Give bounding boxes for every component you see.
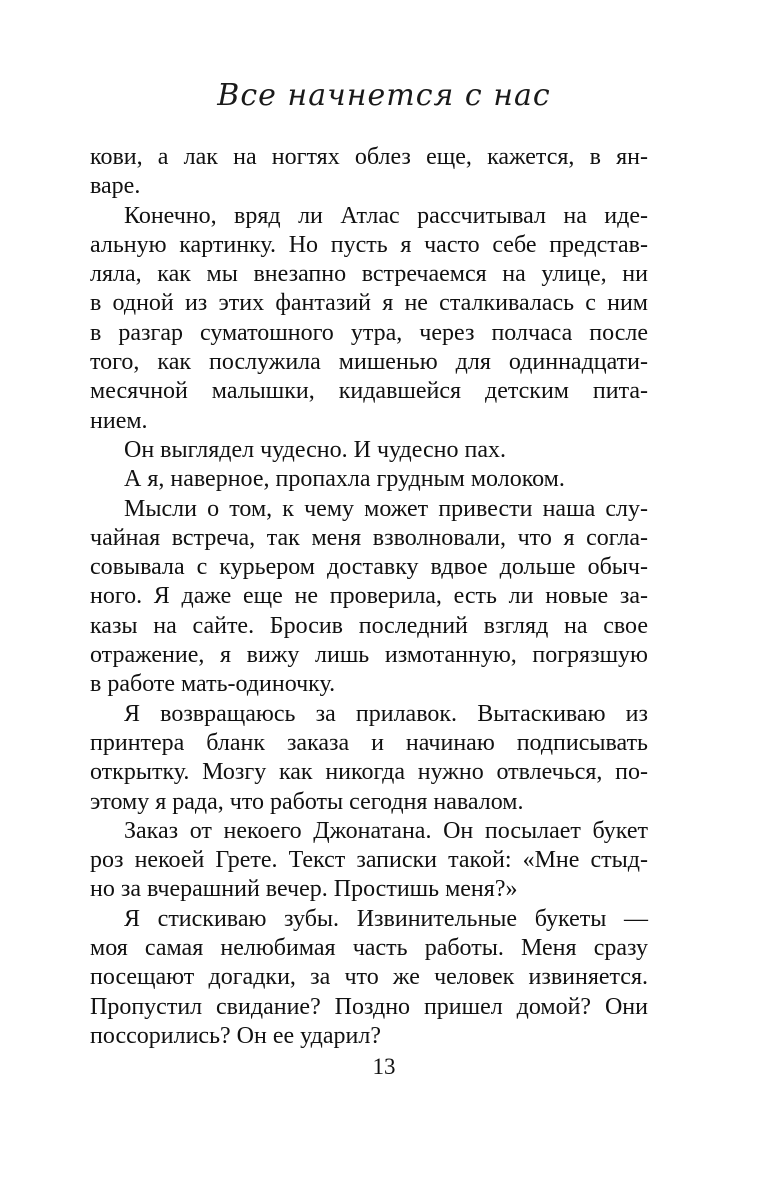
text-line: Он выглядел чудесно. И чудесно пах.: [124, 436, 506, 463]
text-line: принтера бланк заказа и начинаю подписывать: [90, 729, 648, 756]
text-line: А я, наверное, пропахла грудным молоком.: [124, 466, 565, 493]
text-line: альную картинку. Но пусть я часто себе представ-: [90, 231, 648, 258]
body-text: [90, 143, 648, 1051]
text-line: того, как послужила мишенью для одиннадцати-: [90, 349, 648, 376]
text-line: месячной малышки, кидавшейся детским пита-: [90, 378, 648, 405]
text-line: этому я рада, что работы сегодня навалом.: [90, 788, 524, 815]
text-line: ляла, как мы внезапно встречаемся на улице, ни: [90, 261, 648, 288]
text-line: Я стискиваю зубы. Извинительные букеты —: [124, 905, 648, 932]
text-line: Я возвращаюсь за прилавок. Вытаскиваю из: [124, 700, 648, 727]
running-head: [0, 78, 768, 113]
text-line: ного. Я даже еще не проверила, есть ли новые за-: [90, 583, 648, 610]
text-line: в разгар суматошного утра, через полчаса после: [90, 319, 648, 346]
text-line: отражение, я вижу лишь измотанную, погрязшую: [90, 642, 648, 669]
text-line: в одной из этих фантазий я не сталкивалась с ним: [90, 290, 648, 317]
text-line: открытку. Мозгу как никогда нужно отвлечься, по-: [90, 759, 648, 786]
text-line: Конечно, вряд ли Атлас рассчитывал на иде-: [124, 202, 648, 229]
text-line: посещают догадки, за что же человек извиняется.: [90, 964, 648, 991]
text-line: Мысли о том, к чему может привести наша слу-: [124, 495, 648, 522]
text-line: чайная встреча, так меня взволновали, что я согла-: [90, 524, 648, 551]
text-line: моя самая нелюбимая часть работы. Меня сразу: [90, 935, 648, 962]
text-line: нием.: [90, 407, 148, 434]
text-line: Заказ от некоего Джонатана. Он посылает букет: [124, 817, 648, 844]
text-line: казы на сайте. Бросив последний взгляд на свое: [90, 612, 648, 639]
running-head-title: Все начнется с нас: [217, 78, 551, 113]
text-line: в работе мать-одиночку.: [90, 671, 336, 698]
text-line: роз некоей Грете. Текст записки такой: «Мне стыд-: [90, 847, 648, 874]
text-line: Пропустил свидание? Поздно пришел домой? Они: [90, 993, 648, 1020]
text-line: варе.: [90, 173, 141, 200]
text-line: но за вчерашний вечер. Простишь меня?»: [90, 876, 518, 903]
text-line: кови, а лак на ногтях облез еще, кажется, в ян-: [90, 144, 648, 170]
text-line: поссорились? Он ее ударил?: [90, 1022, 381, 1049]
page-number: 13: [372, 1054, 396, 1079]
text-line: совывала с курьером доставку вдвое дольше обыч-: [90, 554, 648, 581]
